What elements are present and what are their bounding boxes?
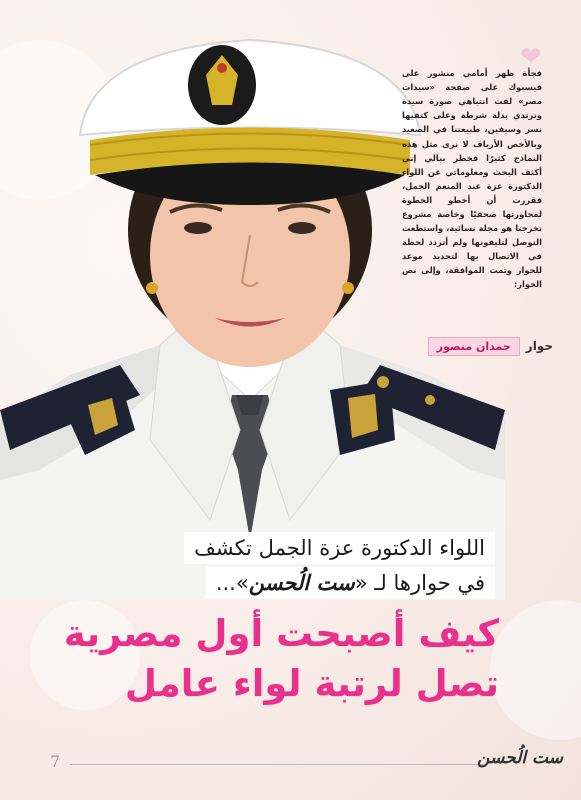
deck-line-2 (206, 567, 495, 599)
background-bokeh (490, 600, 581, 740)
heart-ornament-icon: ❤ (520, 42, 542, 72)
headline-line-2: تصل لرتبة لواء عامل (124, 662, 499, 705)
byline-label: حوار (525, 339, 553, 353)
headline-line-1: كيف أصبحت أول مصرية (63, 612, 499, 655)
page-number: 7 (50, 752, 61, 771)
footer-divider (70, 764, 486, 765)
byline (428, 336, 553, 356)
footer-brand-logo: ست الُحسن (477, 748, 563, 768)
intro-paragraph: فجأة ظهر أمامي منشور على فيسبوك على صفحة «سيدات مصر» لفت انتباهي صورة سيدة وترتدي بدلة شرطة وعلى كتفيها نسر وسيفين، طبيعتنا في الصعيد وبالأخص الأرياف لا نرى مثل هذه النماذج كثيرًا فخطر ببالي إني أكثف البحث ومعلوماتي عن اللواء الدكتورة عزة عبد المنعم الجمل، فقررت أن أخطو الخطوة لمحاورتها صحفيًا وخاصة مشروع تخرجنا هو مجلة نسائية، واستطعت التوصل لتليفونها ولم أتردد لحظة في الاتصال بها لتحديد موعد للحوار وتمت الموافقة، وإلى نص الحوار: (402, 68, 542, 289)
deck-brand-name: ست الُحسن (248, 570, 355, 595)
byline-author: حمدان منصور (428, 337, 520, 356)
deck-line-2-suffix: »... (215, 571, 249, 595)
deck-line-1: اللواء الدكتورة عزة الجمل تكشف (184, 532, 495, 564)
deck-line-2-prefix: في حوارها لـ « (354, 571, 485, 595)
